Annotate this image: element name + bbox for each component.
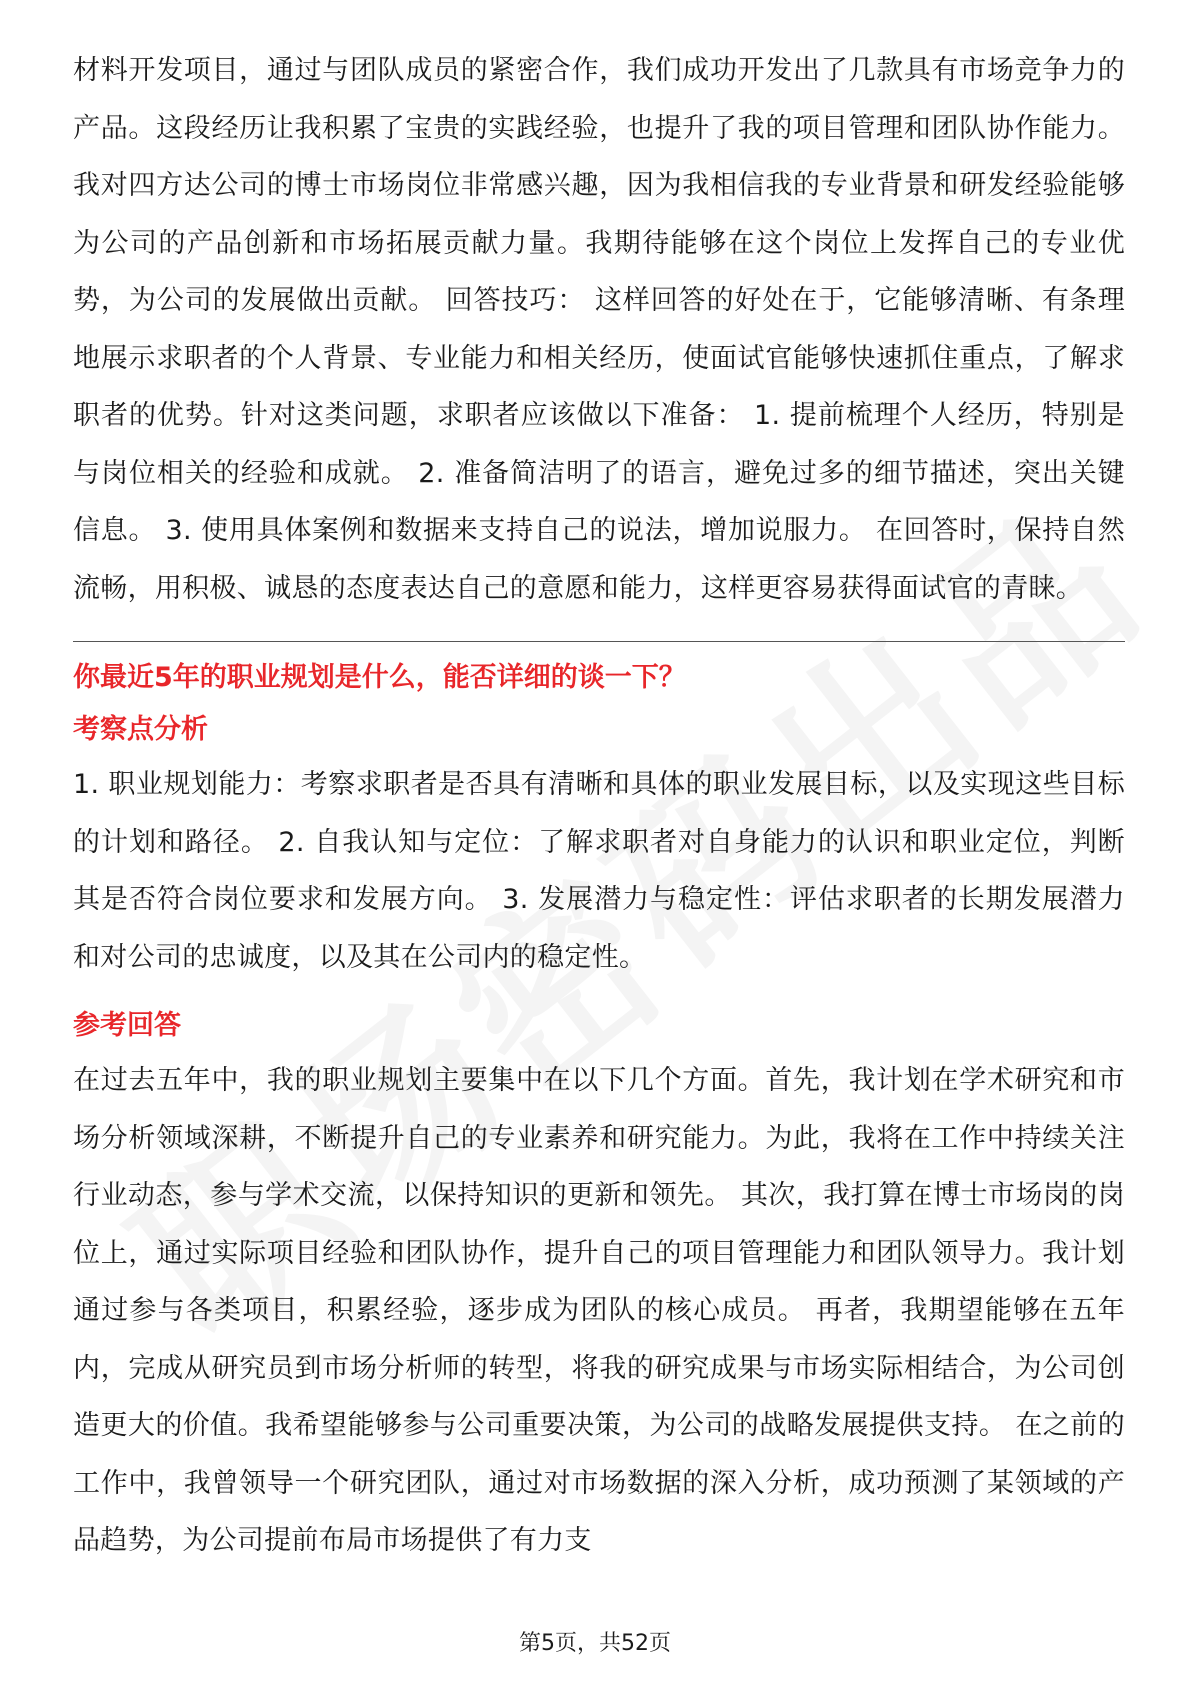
answer-heading: 参考回答 [73,1010,181,1041]
document-page [73,42,1125,1570]
answer-paragraph: 在过去五年中，我的职业规划主要集中在以下几个方面。首先，我计划在学术研究和市场分析领域深耕，不断提升自己的专业素养和研究能力。为此，我将在工作中持续关注行业动态，参与学术交流，以保持知识的更新和领先。 其次，我打算在博士市场岗的岗位上，通过实际项目经验和团队协作，提升自己的项目管理能力和团队领导力。我计划通过参与各类项目，积累经验，逐步成为团队的核心成员。 再者，我期望能够在五年内，完成从研究员到市场分析师的转型，将我的研究成果与市场实际相结合，为公司创造更大的价值。我希望能够参与公司重要决策，为公司的战略发展提供支持。 在之前的工作中，我曾领导一个研究团队，通过对市场数据的深入分析，成功预测了某领域的产品趋势，为公司提前布局市场提供了有力支 [73,1065,1125,1556]
page-footer: 第5页，共52页 [519,1631,671,1656]
analysis-heading: 考察点分析 [73,714,208,745]
question-title: 你最近5年的职业规划是什么，能否详细的谈一下？ [73,662,686,693]
analysis-paragraph: 1. 职业规划能力：考察求职者是否具有清晰和具体的职业发展目标，以及实现这些目标的计划和路径。 2. 自我认知与定位：了解求职者对自身能力的认识和职业定位，判断其是否符合岗位要求和发展方向。 3. 发展潜力与稳定性：评估求职者的长期发展潜力和对公司的忠诚度，以及其在公司内的稳定性。 [73,769,1125,973]
section-divider [73,641,1125,642]
intro-paragraph: 材料开发项目，通过与团队成员的紧密合作，我们成功开发出了几款具有市场竞争力的产品。这段经历让我积累了宝贵的实践经验，也提升了我的项目管理和团队协作能力。 我对四方达公司的博士市场岗位非常感兴趣，因为我相信我的专业背景和研发经验能够为公司的产品创新和市场拓展贡献力量。我期待能够在这个岗位上发挥自己的专业优势，为公司的发展做出贡献。 回答技巧： 这样回答的好处在于，它能够清晰、有条理地展示求职者的个人背景、专业能力和相关经历，使面试官能够快速抓住重点，了解求职者的优势。针对这类问题，求职者应该做以下准备： 1. 提前梳理个人经历，特别是与岗位相关的经验和成就。 2. 准备简洁明了的语言，避免过多的细节描述，突出关键信息。 3. 使用具体案例和数据来支持自己的说法，增加说服力。 在回答时，保持自然流畅，用积极、诚恳的态度表达自己的意愿和能力，这样更容易获得面试官的青睐。 [73,55,1125,604]
